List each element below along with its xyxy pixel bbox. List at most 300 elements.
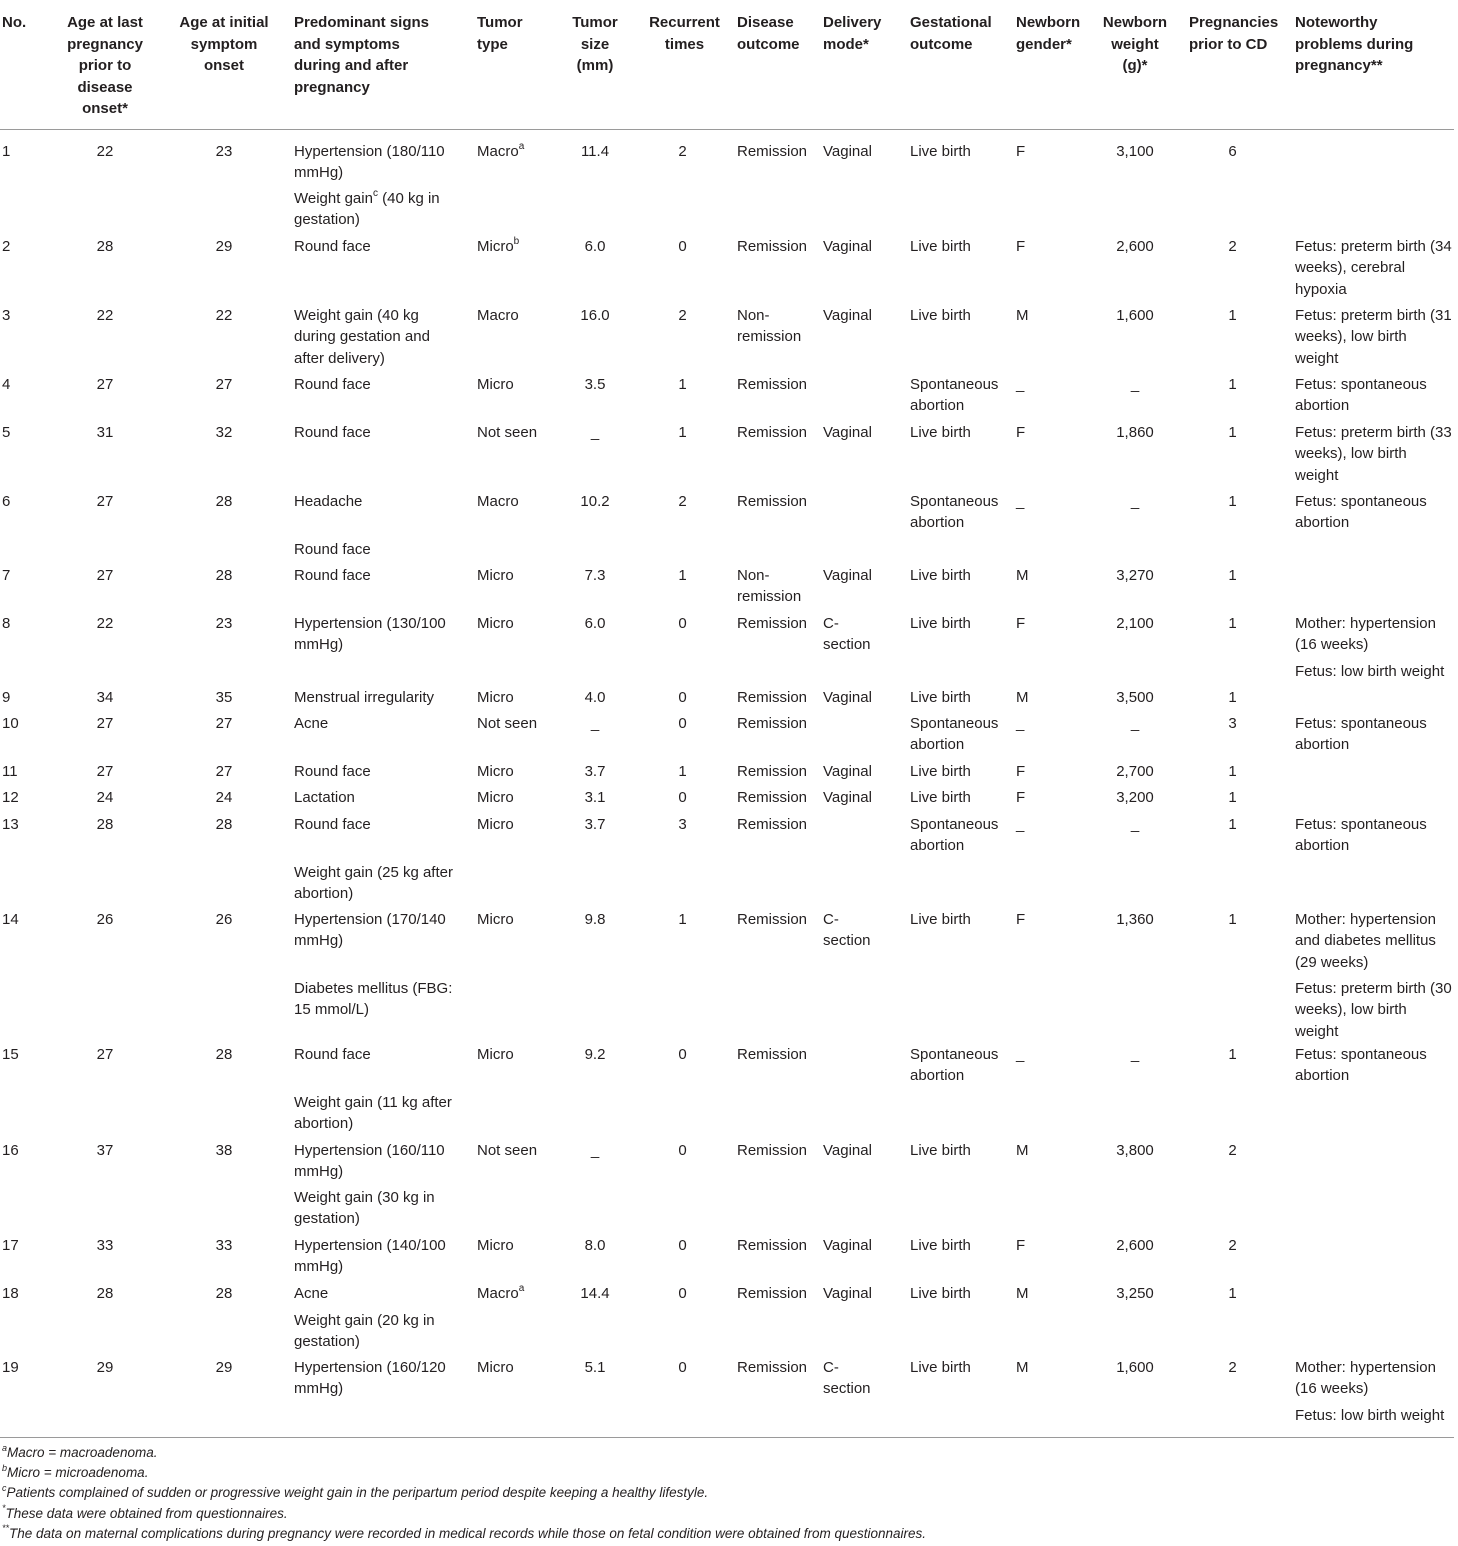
cell-age-initial [170,565,278,586]
cell-pregnancies [1185,787,1280,808]
cell-line: Vaginal [823,143,872,160]
cell-line: 5.1 [584,1359,606,1376]
col-header-line: disease [77,78,133,96]
col-header-line: and symptoms [294,35,400,53]
cell-no [2,141,57,162]
cell-line: 22 [96,615,114,632]
col-header-signs [294,12,464,98]
cell-gender [1016,787,1096,808]
cell-line: 33 [96,1237,114,1254]
cell-line: Fetus: spontaneous [1295,816,1427,833]
cell-delivery [823,613,903,656]
cell-gender [1016,1140,1096,1161]
cell-line: 28 [215,1046,233,1063]
cell-tumor-size [560,565,630,586]
cell-age-last [57,141,153,162]
cell-gender [1016,1357,1096,1378]
cell-recurrent [640,1044,725,1065]
cell-gestational [910,1235,1010,1256]
cell-line: Mother: hypertension [1295,911,1436,928]
cell-age-last [57,422,153,443]
cell-line: 33 [215,1237,233,1254]
cell-gestational [910,305,1010,326]
cell-line: 34 [96,689,114,706]
cell-signs [294,539,464,560]
cell-line: 6 [2,493,11,510]
cell-line: Not seen [477,424,538,441]
cell-line: Live birth [910,1142,971,1159]
cell-weight [1095,305,1175,326]
cell-tumor-size [560,491,630,512]
cell-pregnancies [1185,1283,1280,1304]
footnote-mark: c [2,1482,7,1493]
cell-signs [294,761,464,782]
cell-gestational [910,491,1010,534]
cell-line: 2 [1228,1237,1237,1254]
cell-weight [1095,236,1175,257]
cell-line: Headache [294,493,363,510]
cell-outcome [737,1357,817,1378]
cell-gestational [910,909,1010,930]
cell-age-initial [170,422,278,443]
cell-no [2,1140,57,1161]
cell-outcome [737,491,817,512]
cell-signs [294,565,464,586]
cell-line: Hypertension (160/120 [294,1359,446,1376]
cell-tumor-type [477,761,557,782]
cell-line: abortion [1295,736,1350,754]
cell-age-last [57,909,153,930]
col-header-line: prior to CD [1189,35,1268,53]
cell-age-last [57,1357,153,1378]
cell-no [2,1357,57,1378]
cell-problems [1295,422,1458,486]
cell-signs [294,305,464,369]
cell-line: 1 [678,424,687,441]
cell-line: Spontaneous [910,376,999,393]
cell-line: 0 [678,789,687,806]
cell-weight [1095,1140,1175,1161]
cell-line: section [823,636,871,654]
cell-line: 2 [1228,1359,1237,1376]
cell-line: _ [1016,376,1025,393]
cell-line: _ [590,424,600,441]
cell-line: 29 [215,238,233,255]
cell-recurrent [640,687,725,708]
cell-line: F [1016,143,1026,160]
cell-no [2,687,57,708]
cell-line: Live birth [910,689,971,706]
cell-no [2,613,57,634]
col-header-line: Noteworthy [1295,14,1378,31]
cell-pregnancies [1185,1357,1280,1378]
cell-weight [1095,814,1175,835]
col-header-line: symptom [190,35,258,53]
cell-age-initial [170,305,278,326]
cell-line: Round face [294,567,371,584]
cell-line: Round face [294,541,371,558]
cell-signs [294,422,464,443]
cell-line: remission [737,328,802,346]
cell-gender [1016,713,1096,734]
cell-pregnancies [1185,909,1280,930]
cell-tumor-size [560,787,630,808]
cell-pregnancies [1185,236,1280,257]
cell-no [2,713,57,734]
cell-recurrent [640,613,725,634]
cell-line: Round face [294,1046,371,1063]
cell-line: 10.2 [580,493,610,510]
cell-line: Spontaneous [910,715,999,732]
cell-age-last [57,491,153,512]
cell-line: 11 [2,763,18,780]
cell-line: 27 [96,376,114,393]
cell-line: 4.0 [584,689,606,706]
footnote-text: These data were obtained from questionnaires. [5,1505,288,1521]
cell-age-initial [170,236,278,257]
cell-weight [1095,1044,1175,1065]
cell-outcome [737,1235,817,1256]
cell-tumor-type [477,374,557,395]
cell-outcome [737,787,817,808]
cell-line: Remission [737,689,808,706]
cell-no [2,236,57,257]
cell-no [2,1283,57,1304]
cell-weight [1095,613,1175,634]
cell-line: Micro [477,615,514,632]
header-bottom-rule [0,129,1454,130]
cell-gestational [910,687,1010,708]
cell-age-last [57,305,153,326]
cell-signs [294,814,464,835]
cell-line: _ [1016,493,1025,510]
cell-line: Hypertension (140/100 [294,1237,446,1254]
cell-line: Non- [737,307,770,324]
cell-line: 27 [96,715,114,732]
cell-line: Fetus: spontaneous [1295,715,1427,732]
cell-line: Hypertension (170/140 [294,911,446,928]
cell-line: Remission [737,789,808,806]
cell-line: Macro [477,307,519,324]
cell-delivery [823,236,903,257]
cell-recurrent [640,1140,725,1161]
cell-line: Remission [737,1046,808,1063]
cell-line: M [1016,1285,1029,1302]
cell-line: 1,600 [1116,1359,1154,1376]
cell-weight [1095,687,1175,708]
cell-age-initial [170,687,278,708]
cell-recurrent [640,374,725,395]
cell-line: 1 [1228,567,1237,584]
cell-line: 1 [1228,789,1237,806]
cell-line: C- [823,911,839,928]
cell-signs [294,1140,464,1183]
cell-line: 1,360 [1116,911,1154,928]
cell-tumor-type [477,1235,557,1256]
cell-line: 28 [96,1285,114,1302]
cell-line: 8.0 [584,1237,606,1254]
col-header-pregnancies [1189,12,1284,55]
cell-recurrent [640,1235,725,1256]
cell-line: 22 [96,307,114,324]
cell-line: M [1016,307,1029,324]
cell-tumor-type [477,687,557,708]
cell-line: 27 [96,1046,114,1063]
cell-gestational [910,613,1010,634]
cell-recurrent [640,787,725,808]
cell-line: F [1016,615,1026,632]
cell-pregnancies [1185,761,1280,782]
cell-line: 3 [2,307,11,324]
cell-tumor-type [477,141,557,162]
cell-gender [1016,422,1096,443]
cell-delivery [823,1140,903,1161]
cell-no [2,374,57,395]
cell-age-last [57,236,153,257]
cell-signs [294,374,464,395]
cell-age-initial [170,713,278,734]
cell-line: (16 weeks) [1295,636,1369,654]
cell-signs [294,1357,464,1400]
cell-line: C- [823,615,839,632]
cell-no [2,491,57,512]
cell-line: _ [1130,816,1140,833]
cell-weight [1095,713,1175,734]
cell-signs [294,1044,464,1065]
table-bottom-rule [0,1437,1454,1438]
cell-line: Round face [294,816,371,833]
cell-line: Micro [477,376,514,393]
cell-tumor-size [560,141,630,162]
cell-delivery [823,305,903,326]
cell-age-initial [170,1235,278,1256]
cell-gestational [910,787,1010,808]
cell-line: section [823,1380,871,1398]
cell-line: _ [1130,1046,1140,1063]
cell-age-last [57,374,153,395]
cell-gender [1016,141,1096,162]
cell-outcome [737,1044,817,1065]
cell-line: Live birth [910,238,971,255]
cell-delivery [823,1283,903,1304]
cell-outcome [737,305,817,348]
cell-line: 7.3 [584,567,606,584]
footnote [2,1483,708,1503]
cell-recurrent [640,761,725,782]
col-header-age-initial [170,12,278,77]
cell-line: _ [590,715,600,732]
cell-delivery [823,1235,903,1256]
cell-line: Spontaneous [910,816,999,833]
cell-line: Vaginal [823,1142,872,1159]
cell-line: 6.0 [584,238,606,255]
cell-age-last [57,687,153,708]
footnote-mark: b [2,1462,8,1473]
col-header-line: gender* [1016,35,1072,53]
cell-age-initial [170,141,278,162]
cell-signs [294,613,464,656]
cell-line: Acne [294,1285,329,1302]
cell-line: Fetus: low birth weight [1295,1407,1445,1424]
cell-line: Not seen [477,1142,538,1159]
cell-gestational [910,565,1010,586]
cell-line: mmHg) [294,164,344,182]
cell-line: Remission [737,238,808,255]
cell-line: Vaginal [823,238,872,255]
cell-tumor-size [560,1044,630,1065]
cell-line: Menstrual irregularity [294,689,435,706]
cell-line: 3,200 [1116,789,1154,806]
cell-line: Round face [294,238,371,255]
cell-line: Live birth [910,567,971,584]
cell-line: 2 [678,307,687,324]
cell-line: 1 [1228,493,1237,510]
cell-line: mmHg) [294,636,344,654]
cell-outcome [737,713,817,734]
cell-line: Remission [737,376,808,393]
cell-tumor-type [477,1357,557,1378]
cell-line: 0 [678,238,687,255]
cell-line: Round face [294,376,371,393]
cell-outcome [737,613,817,634]
cell-line: 9.8 [584,911,606,928]
cell-line: 1 [1228,763,1237,780]
cell-line: 1 [678,567,687,584]
cell-recurrent [640,422,725,443]
cell-outcome [737,374,817,395]
cell-line: 16.0 [580,307,610,324]
cell-line: 11.4 [580,143,610,160]
cell-pregnancies [1185,713,1280,734]
cell-line: 6 [1228,143,1237,160]
cell-gender [1016,613,1096,634]
cell-age-initial [170,909,278,930]
cell-line: 14 [2,911,19,928]
cell-line: and diabetes mellitus [1295,932,1436,950]
cell-delivery [823,909,903,952]
cell-line: 0 [678,1285,687,1302]
cell-gender [1016,1044,1096,1065]
cell-pregnancies [1185,141,1280,162]
cell-line: Vaginal [823,789,872,806]
col-header-line: Newborn [1102,14,1168,31]
cell-line: 14.4 [580,1285,610,1302]
cell-signs [294,978,464,1021]
cell-line: abortion [910,514,965,532]
col-header-no [2,12,57,34]
cell-tumor-size [560,814,630,835]
cell-age-last [57,1235,153,1256]
cell-line: 3,500 [1116,689,1154,706]
cell-line: Live birth [910,1359,971,1376]
cell-line: 2,600 [1116,238,1154,255]
cell-line: mmHg) [294,932,344,950]
cell-no [2,422,57,443]
footnote-mark: a [2,1442,8,1453]
col-header-delivery [823,12,903,55]
cell-signs [294,188,464,231]
footnote-mark: ** [2,1523,10,1534]
cell-tumor-type [477,236,557,257]
col-header-line: Tumor [572,14,618,31]
cell-outcome [737,1283,817,1304]
cell-line: C- [823,1359,839,1376]
cell-line: 1 [678,911,687,928]
col-header-recurrent [642,12,727,55]
cell-line: Diabetes mellitus (FBG: [294,980,453,997]
cell-gestational [910,236,1010,257]
cell-line: 0 [678,1237,687,1254]
cell-line: during gestation and [294,328,430,346]
cell-line: Micro [477,789,514,806]
cell-line: Hypertension (180/110 [294,143,445,160]
col-header-gender [1016,12,1096,55]
cell-line: Micro [477,1237,514,1254]
cell-gestational [910,761,1010,782]
cell-line: 2 [678,143,687,160]
cell-line: _ [1130,493,1140,510]
cell-line: 9 [2,689,11,706]
cell-line: Hypertension (130/100 [294,615,446,632]
cell-no [2,814,57,835]
cell-outcome [737,814,817,835]
cell-weight [1095,422,1175,443]
cell-line: _ [1016,816,1025,833]
cell-line: 24 [96,789,114,806]
cell-delivery [823,565,903,586]
cell-tumor-size [560,374,630,395]
cell-line: abortion [910,397,965,415]
cell-tumor-size [560,236,630,257]
cell-line: 3,100 [1116,143,1154,160]
cell-tumor-size [560,305,630,326]
cell-recurrent [640,565,725,586]
col-header-problems [1295,12,1458,77]
cell-signs [294,1235,464,1278]
cell-outcome [737,1140,817,1161]
cell-line: abortion [910,1067,965,1085]
cell-tumor-type [477,305,557,326]
cell-line: 27 [215,763,233,780]
cell-pregnancies [1185,305,1280,326]
cell-line: 31 [96,424,114,441]
cell-line: _ [1130,715,1140,732]
cell-signs [294,1310,464,1353]
cell-line: 1 [678,763,687,780]
cell-line: Micro [477,1359,514,1376]
cell-line: 23 [215,615,233,632]
cell-line: abortion) [294,885,354,903]
cell-line: abortion [1295,397,1350,415]
cell-line: Remission [737,143,808,160]
cell-problems [1295,1357,1458,1400]
cell-line: Remission [737,816,808,833]
cell-problems [1295,236,1458,300]
cell-problems [1295,1405,1458,1426]
cell-line: Remission [737,1359,808,1376]
cell-line: Weight gain (20 kg in [294,1312,435,1329]
cell-line: Fetus: preterm birth (34 [1295,238,1452,255]
col-header-weight [1095,12,1175,77]
cell-line: 6.0 [584,615,606,632]
cell-line: Vaginal [823,763,872,780]
cell-no [2,1235,57,1256]
cell-line: 1 [1228,689,1237,706]
footnote-text: The data on maternal complications during pregnancy were recorded in medical records while those on fetal condition were obtained from questionnaires. [9,1525,927,1541]
cell-age-last [57,787,153,808]
cell-no [2,1044,57,1065]
cell-line: abortion [1295,514,1350,532]
